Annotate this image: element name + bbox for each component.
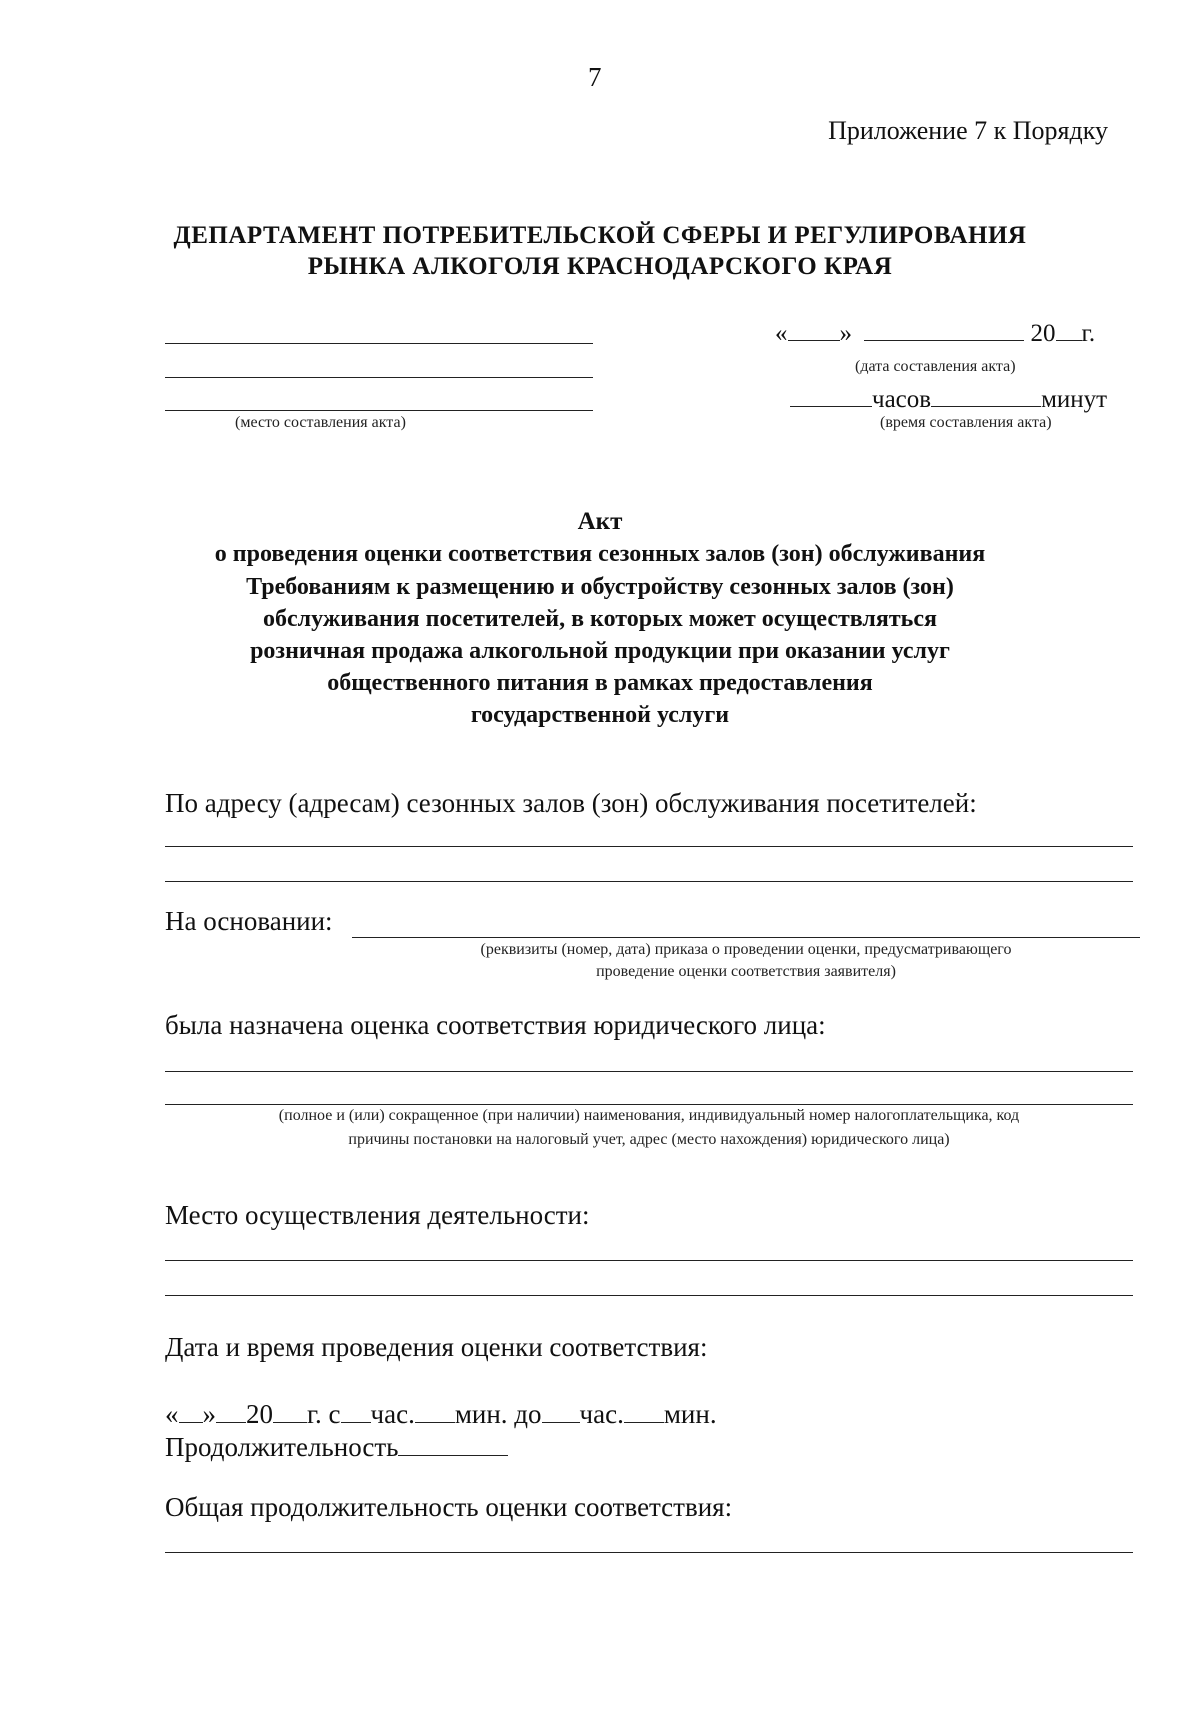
day-field[interactable] — [788, 318, 840, 341]
assess-year-suffix: г. с — [307, 1399, 341, 1429]
assess-hours1-label: час. — [370, 1399, 415, 1429]
assess-year-prefix: 20 — [246, 1399, 273, 1429]
minutes-field[interactable] — [931, 384, 1041, 407]
department-title-line2: РЫНКА АЛКОГОЛЯ КРАСНОДАРСКОГО КРАЯ — [307, 253, 893, 280]
place-line-1[interactable] — [165, 343, 593, 344]
basis-field[interactable] — [352, 937, 1140, 938]
activity-place-line-2[interactable] — [165, 1295, 1133, 1296]
assess-open-quote: « — [165, 1399, 179, 1429]
assess-day-field[interactable] — [179, 1400, 203, 1423]
act-line-6: государственной услуги — [470, 702, 730, 728]
compile-date-row — [775, 318, 1095, 348]
assessment-datetime-row — [165, 1399, 717, 1430]
duration-row — [165, 1432, 508, 1463]
appendix-label: Приложение 7 к Порядку — [828, 116, 1108, 145]
legal-entity-line-1[interactable] — [165, 1071, 1133, 1072]
activity-place-line-1[interactable] — [165, 1260, 1133, 1261]
act-line-2: Требованиям к размещению и обустройству сезонных залов (зон) — [246, 574, 954, 600]
assessment-datetime-label: Дата и время проведения оценки соответствия: — [165, 1332, 708, 1362]
hours-field[interactable] — [790, 384, 872, 407]
assess-mins1-label: мин. до — [454, 1399, 542, 1429]
month-field[interactable] — [864, 318, 1024, 341]
basis-caption-1: (реквизиты (номер, дата) приказа о проведении оценки, предусматривающего — [480, 941, 1012, 958]
assess-month-field[interactable] — [216, 1400, 246, 1423]
year-field[interactable] — [1056, 318, 1082, 341]
total-duration-line[interactable] — [165, 1552, 1133, 1553]
time-caption: (время составления акта) — [880, 414, 1052, 431]
basis-label: На основании: — [165, 906, 333, 936]
assess-mins2-label: мин. — [663, 1399, 717, 1429]
legal-entity-label: была назначена оценка соответствия юридического лица: — [165, 1010, 826, 1040]
legal-entity-caption-2: причины постановки на налоговый учет, адрес (место нахождения) юридического лица) — [348, 1131, 950, 1148]
legal-entity-caption-1: (полное и (или) сокращенное (при наличии) наименования, индивидуальный номер налогоплательщика, код — [278, 1107, 1020, 1124]
address-line-2[interactable] — [165, 881, 1133, 882]
assess-hours2-label: час. — [579, 1399, 624, 1429]
place-caption: (место составления акта) — [235, 414, 406, 431]
date-caption: (дата составления акта) — [855, 358, 1016, 375]
assess-year-field[interactable] — [273, 1400, 307, 1423]
assess-min-from-field[interactable] — [415, 1400, 455, 1423]
hours-label: часов — [872, 386, 932, 413]
address-label: По адресу (адресам) сезонных залов (зон) обслуживания посетителей: — [165, 788, 977, 818]
assess-hour-to-field[interactable] — [542, 1400, 580, 1423]
date-close-quote: » — [839, 320, 852, 347]
assess-min-to-field[interactable] — [624, 1400, 664, 1423]
total-duration-label: Общая продолжительность оценки соответствия: — [165, 1492, 733, 1522]
address-line-1[interactable] — [165, 846, 1133, 847]
date-open-quote: « — [775, 320, 788, 347]
department-title-line1: ДЕПАРТАМЕНТ ПОТРЕБИТЕЛЬСКОЙ СФЕРЫ И РЕГУЛИРОВАНИЯ — [173, 222, 1027, 249]
year-suffix: г. — [1081, 320, 1096, 347]
compile-time-row — [790, 384, 1107, 414]
legal-entity-line-2[interactable] — [165, 1104, 1133, 1105]
act-line-5: общественного питания в рамках предоставления — [327, 670, 873, 696]
assess-hour-from-field[interactable] — [341, 1400, 371, 1423]
basis-caption-2: проведение оценки соответствия заявителя) — [596, 963, 896, 980]
act-heading: Акт — [577, 508, 623, 535]
act-line-1: о проведения оценки соответствия сезонных залов (зон) обслуживания — [214, 541, 986, 567]
place-line-3[interactable] — [165, 410, 593, 411]
minutes-label: минут — [1041, 386, 1108, 413]
assess-close-quote: » — [202, 1399, 216, 1429]
year-prefix: 20 — [1030, 320, 1056, 347]
activity-place-label: Место осуществления деятельности: — [165, 1200, 590, 1230]
act-line-3: обслуживания посетителей, в которых может осуществляться — [263, 606, 937, 632]
page-number: 7 — [588, 62, 602, 92]
duration-field[interactable] — [398, 1433, 508, 1456]
place-line-2[interactable] — [165, 377, 593, 378]
duration-label: Продолжительность — [165, 1432, 399, 1462]
act-line-4: розничная продажа алкогольной продукции при оказании услуг — [250, 638, 950, 664]
